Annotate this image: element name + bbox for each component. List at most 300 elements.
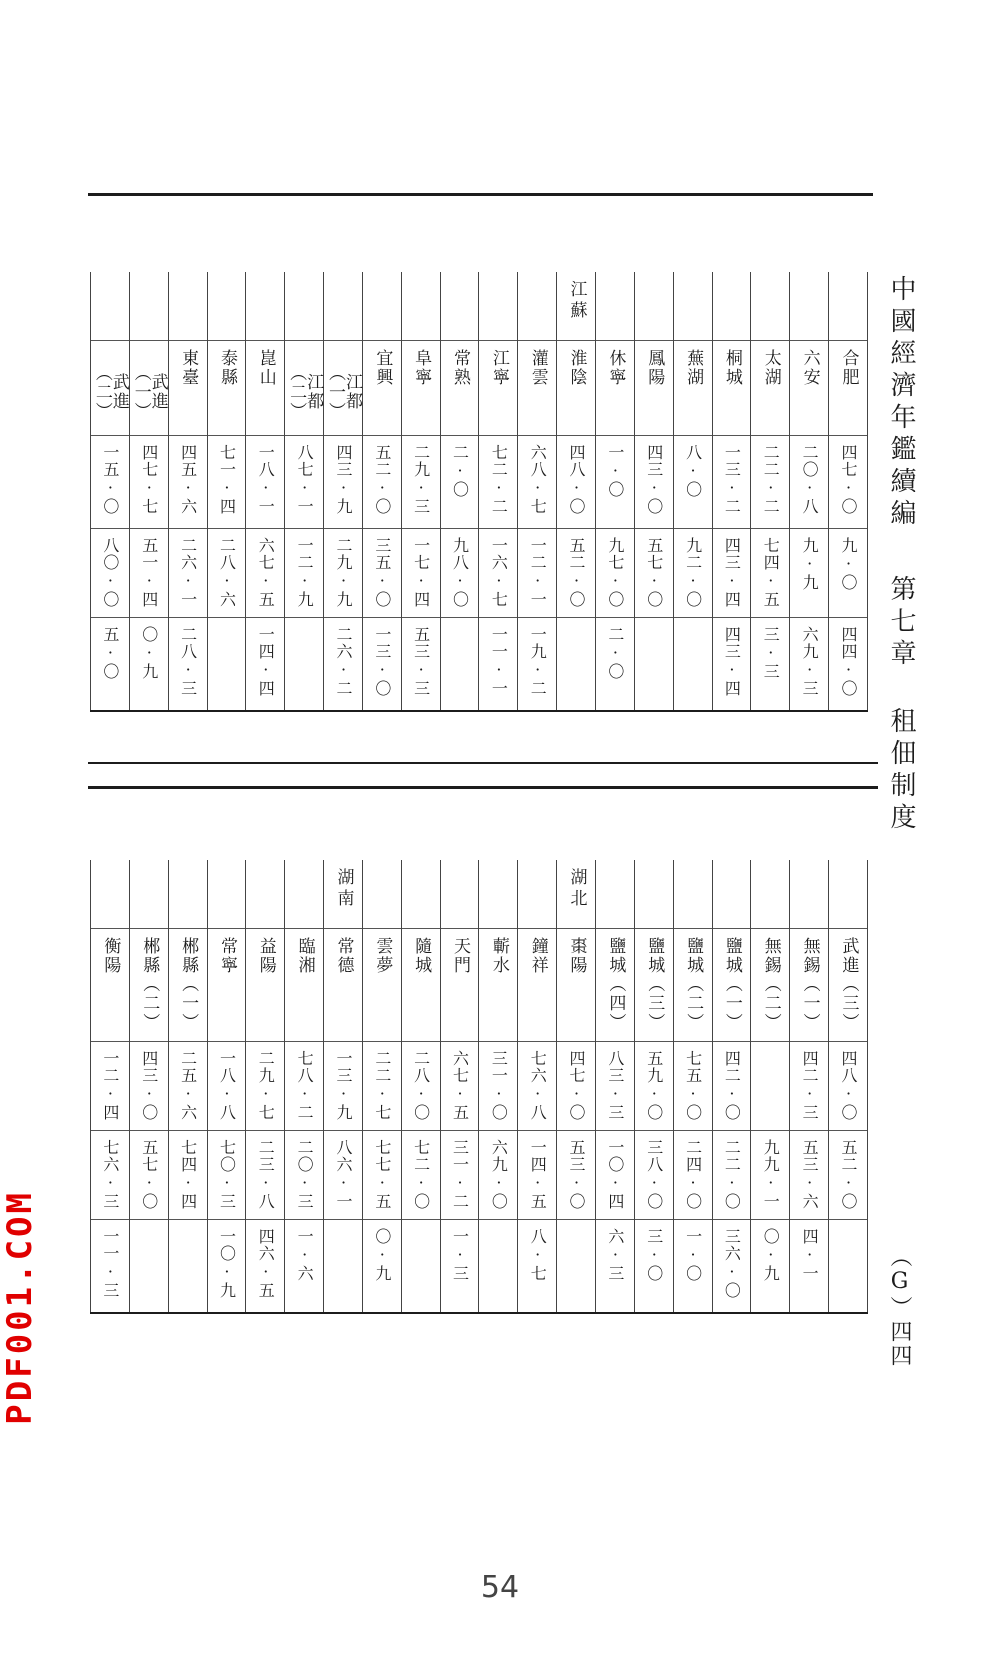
county-cell-text: 常德 <box>333 937 354 975</box>
value-cell <box>829 1042 868 1131</box>
value-cell <box>440 436 479 529</box>
county-cell <box>285 929 324 1042</box>
value-cell <box>518 1131 557 1220</box>
value-cell-text: 九二·〇 <box>683 537 703 608</box>
value-cell <box>207 618 246 712</box>
province-cell <box>91 860 130 929</box>
county-cell-text: 宜興 <box>372 349 393 387</box>
province-cell <box>712 272 751 341</box>
county-cell <box>829 929 868 1042</box>
value-cell-text: 一八·一 <box>256 444 276 515</box>
value-cell <box>285 436 324 529</box>
value-cell <box>440 529 479 618</box>
province-cell <box>129 272 168 341</box>
rent-table-top <box>90 272 868 712</box>
value-cell <box>362 618 401 712</box>
value-cell-text: 七二·二 <box>489 444 509 515</box>
province-cell <box>479 860 518 929</box>
county-cell <box>673 341 712 436</box>
value-cell <box>246 1220 285 1314</box>
value-cell <box>246 436 285 529</box>
value-cell <box>401 436 440 529</box>
county-cell <box>207 929 246 1042</box>
value-cell <box>401 1042 440 1131</box>
value-cell-text: 一·〇 <box>605 444 625 498</box>
value-cell-text: 七一·四 <box>217 444 237 515</box>
value-cell <box>634 1042 673 1131</box>
value-cell <box>440 1220 479 1314</box>
county-cell-text: 益陽 <box>255 937 276 975</box>
value-cell-text: 四二·三 <box>800 1050 820 1121</box>
county-cell-text: 武進（一） <box>130 363 168 421</box>
value-cell-text: 八·七 <box>528 1228 548 1282</box>
value-cell <box>362 1220 401 1314</box>
value-cell <box>362 1131 401 1220</box>
county-cell-text: 鳳陽 <box>644 349 665 387</box>
province-cell-text: 湖北 <box>566 868 587 910</box>
value-cell <box>479 1042 518 1131</box>
value-cell <box>712 618 751 712</box>
value-cell-text: 六七·五 <box>450 1050 470 1121</box>
value-cell <box>362 529 401 618</box>
value-cell <box>790 529 829 618</box>
value-cell <box>829 1220 868 1314</box>
county-cell <box>324 341 363 436</box>
value-cell-text: 七五·〇 <box>683 1050 703 1121</box>
value-cell-text: 九八·〇 <box>450 537 470 608</box>
county-cell-text: 隨城 <box>411 937 432 975</box>
value-cell <box>129 1131 168 1220</box>
value-cell <box>324 436 363 529</box>
province-cell <box>518 860 557 929</box>
value-cell <box>595 1220 634 1314</box>
county-cell <box>634 341 673 436</box>
value-cell <box>91 618 130 712</box>
value-cell-text: 四·一 <box>800 1228 820 1282</box>
county-cell-text: 合肥 <box>838 349 859 387</box>
value-cell <box>207 1131 246 1220</box>
value-cell-text: 二八·〇 <box>411 1050 431 1121</box>
county-cell-text: 江寧 <box>488 349 509 387</box>
value-cell-text: 一二·四 <box>100 1050 120 1121</box>
value-cell-text: 二四·〇 <box>683 1139 703 1210</box>
value-cell <box>712 1220 751 1314</box>
province-cell <box>324 272 363 341</box>
county-cell-text: 鹽城（四） <box>605 937 626 1032</box>
value-cell <box>673 436 712 529</box>
chapter-title: 第七章 租佃制度 <box>886 575 916 835</box>
value-cell-text: 七二·〇 <box>411 1139 431 1210</box>
county-cell-text: 阜寧 <box>411 349 432 387</box>
value-cell-text: 二九·七 <box>256 1050 276 1121</box>
county-cell <box>246 929 285 1042</box>
county-cell <box>129 929 168 1042</box>
county-cell-text: 常熟 <box>450 349 471 387</box>
value-cell <box>168 436 207 529</box>
value-cell-text: 一三·二 <box>722 444 742 515</box>
county-cell-text: 鹽城（一） <box>721 937 742 1032</box>
county-cell <box>712 929 751 1042</box>
value-cell <box>790 436 829 529</box>
value-cell <box>557 1131 596 1220</box>
value-cell <box>790 1131 829 1220</box>
value-cell <box>324 618 363 712</box>
value-cell <box>673 1131 712 1220</box>
county-cell <box>790 341 829 436</box>
county-cell <box>362 341 401 436</box>
county-cell <box>168 929 207 1042</box>
province-cell <box>401 860 440 929</box>
value-cell-text: 一七·四 <box>411 537 431 608</box>
county-cell-text: 武進（二） <box>91 363 129 421</box>
value-cell-text: 七七·五 <box>372 1139 392 1210</box>
value-cell <box>673 618 712 712</box>
value-cell <box>518 618 557 712</box>
value-cell <box>595 618 634 712</box>
value-cell-text: 四三·九 <box>333 444 353 515</box>
value-cell-text: 一五·〇 <box>100 444 120 515</box>
value-cell <box>401 618 440 712</box>
value-cell <box>207 436 246 529</box>
value-cell <box>595 529 634 618</box>
mid-rule-2 <box>88 786 878 789</box>
province-cell <box>129 860 168 929</box>
value-cell <box>634 1131 673 1220</box>
value-cell <box>246 1042 285 1131</box>
value-cell-text: 二·〇 <box>450 444 470 498</box>
province-cell <box>246 860 285 929</box>
value-cell <box>673 1042 712 1131</box>
county-cell-text: 無錫（二） <box>760 937 781 1032</box>
value-cell <box>518 1220 557 1314</box>
value-cell <box>129 1042 168 1131</box>
value-cell-text: 二五·六 <box>178 1050 198 1121</box>
value-cell-text: 三八·〇 <box>644 1139 664 1210</box>
value-cell <box>362 436 401 529</box>
province-cell <box>790 272 829 341</box>
value-cell <box>557 1220 596 1314</box>
value-cell <box>790 1042 829 1131</box>
province-cell <box>712 860 751 929</box>
province-cell <box>673 272 712 341</box>
value-cell-text: 七八·二 <box>295 1050 315 1121</box>
value-cell <box>712 529 751 618</box>
province-cell <box>557 272 596 341</box>
value-cell-text: 一三·〇 <box>372 626 392 697</box>
value-cell <box>634 618 673 712</box>
value-cell <box>595 1042 634 1131</box>
county-cell <box>285 341 324 436</box>
province-cell <box>362 272 401 341</box>
county-cell <box>479 341 518 436</box>
value-cell <box>129 529 168 618</box>
county-cell-text: 蘄水 <box>488 937 509 975</box>
value-cell-text: 四七·〇 <box>567 1050 587 1121</box>
value-cell <box>518 1042 557 1131</box>
county-cell <box>557 341 596 436</box>
value-cell <box>168 529 207 618</box>
value-cell-text: 八三·三 <box>605 1050 625 1121</box>
value-cell <box>673 1220 712 1314</box>
county-cell <box>362 929 401 1042</box>
province-cell <box>751 860 790 929</box>
value-cell-text: 七六·八 <box>528 1050 548 1121</box>
county-cell-text: 灌雲 <box>527 349 548 387</box>
county-cell-text: 棗陽 <box>566 937 587 975</box>
county-cell-text: 休寧 <box>605 349 626 387</box>
value-cell-text: 〇·九 <box>139 626 159 680</box>
value-cell-text: 一·三 <box>450 1228 470 1282</box>
value-cell <box>168 1131 207 1220</box>
province-cell <box>401 272 440 341</box>
county-cell-text: 淮陰 <box>566 349 587 387</box>
value-cell <box>790 1220 829 1314</box>
county-cell <box>401 929 440 1042</box>
value-cell <box>91 436 130 529</box>
value-cell <box>557 1042 596 1131</box>
province-cell <box>362 860 401 929</box>
county-cell <box>518 341 557 436</box>
value-cell-text: 一·六 <box>295 1228 315 1282</box>
county-cell <box>479 929 518 1042</box>
value-cell-text: 一八·八 <box>217 1050 237 1121</box>
county-cell <box>712 341 751 436</box>
value-cell-text: 九七·〇 <box>605 537 625 608</box>
province-cell-text: 江蘇 <box>566 280 587 322</box>
county-cell <box>440 929 479 1042</box>
value-cell <box>751 1131 790 1220</box>
county-cell-text: 桐城 <box>721 349 742 387</box>
value-cell-text: 二二·七 <box>372 1050 392 1121</box>
value-cell-text: 五二·〇 <box>372 444 392 515</box>
value-cell <box>401 1131 440 1220</box>
value-cell <box>91 1220 130 1314</box>
value-cell <box>285 1131 324 1220</box>
value-cell-text: 四三·〇 <box>139 1050 159 1121</box>
value-cell <box>440 618 479 712</box>
value-cell-text: 四三·〇 <box>644 444 664 515</box>
value-cell-text: 一·〇 <box>683 1228 703 1282</box>
county-cell <box>634 929 673 1042</box>
value-cell-text: 六·三 <box>605 1228 625 1282</box>
value-cell <box>440 1042 479 1131</box>
county-cell <box>168 341 207 436</box>
top-rule <box>88 193 873 196</box>
page-code: （G）四四 <box>887 1245 912 1368</box>
value-cell-text: 二三·八 <box>256 1139 276 1210</box>
value-cell-text: 二〇·三 <box>295 1139 315 1210</box>
value-cell-text: 三一·二 <box>450 1139 470 1210</box>
value-cell <box>207 1220 246 1314</box>
value-cell-text: 七六·三 <box>100 1139 120 1210</box>
value-cell <box>168 618 207 712</box>
province-cell <box>634 272 673 341</box>
value-cell <box>440 1131 479 1220</box>
county-cell-text: 鐘祥 <box>527 937 548 975</box>
value-cell <box>634 529 673 618</box>
value-cell <box>790 618 829 712</box>
value-cell-text: 四七·七 <box>139 444 159 515</box>
county-cell-text: 衡陽 <box>100 937 121 975</box>
county-cell-text: 郴縣（二） <box>139 937 160 1032</box>
county-cell <box>207 341 246 436</box>
value-cell <box>207 529 246 618</box>
value-cell-text: 八〇·〇 <box>100 537 120 608</box>
value-cell-text: 七〇·三 <box>217 1139 237 1210</box>
county-cell-text: 郴縣（一） <box>178 937 199 1032</box>
province-cell-text: 湖南 <box>333 868 354 910</box>
county-cell <box>246 341 285 436</box>
county-cell <box>751 341 790 436</box>
province-cell <box>751 272 790 341</box>
value-cell-text: 五三·三 <box>411 626 431 697</box>
value-cell <box>479 1131 518 1220</box>
value-cell <box>634 436 673 529</box>
county-cell <box>751 929 790 1042</box>
county-cell <box>790 929 829 1042</box>
value-cell-text: 七四·五 <box>761 537 781 608</box>
county-cell-text: 常寧 <box>216 937 237 975</box>
value-cell-text: 五二·〇 <box>839 1139 859 1210</box>
province-cell <box>285 272 324 341</box>
value-cell-text: 五三·〇 <box>567 1139 587 1210</box>
value-cell-text: 八六·一 <box>333 1139 353 1210</box>
value-cell-text: 九·九 <box>800 537 820 591</box>
value-cell <box>129 618 168 712</box>
value-cell-text: 一二·一 <box>528 537 548 608</box>
value-cell <box>829 1131 868 1220</box>
value-cell-text: 六八·七 <box>528 444 548 515</box>
province-cell <box>479 272 518 341</box>
county-cell <box>401 341 440 436</box>
county-cell <box>440 341 479 436</box>
value-cell <box>401 529 440 618</box>
value-cell <box>401 1220 440 1314</box>
value-cell <box>362 1042 401 1131</box>
value-cell <box>324 1042 363 1131</box>
value-cell <box>595 1131 634 1220</box>
province-cell <box>557 860 596 929</box>
value-cell-text: 一三·九 <box>333 1050 353 1121</box>
value-cell <box>129 1220 168 1314</box>
province-cell <box>324 860 363 929</box>
value-cell <box>168 1220 207 1314</box>
value-cell-text: 五九·〇 <box>644 1050 664 1121</box>
county-cell-text: 江都（二） <box>286 363 324 421</box>
value-cell-text: 一一·三 <box>100 1228 120 1299</box>
value-cell <box>557 436 596 529</box>
value-cell-text: 四八·〇 <box>839 1050 859 1121</box>
value-cell-text: 三五·〇 <box>372 537 392 608</box>
value-cell <box>479 618 518 712</box>
value-cell-text: 一六·七 <box>489 537 509 608</box>
value-cell-text: 三六·〇 <box>722 1228 742 1299</box>
value-cell-text: 六九·〇 <box>489 1139 509 1210</box>
watermark-logo: PDF001.COM <box>0 1190 40 1425</box>
value-cell <box>712 436 751 529</box>
province-cell <box>829 272 868 341</box>
value-cell <box>751 1220 790 1314</box>
value-cell-text: 二二·二 <box>761 444 781 515</box>
value-cell <box>518 529 557 618</box>
value-cell-text: 八七·一 <box>295 444 315 515</box>
value-cell-text: 一二·九 <box>295 537 315 608</box>
value-cell-text: 四六·五 <box>256 1228 276 1299</box>
county-cell-text: 蕪湖 <box>683 349 704 387</box>
value-cell <box>285 529 324 618</box>
county-cell <box>518 929 557 1042</box>
value-cell-text: 五一·四 <box>139 537 159 608</box>
value-cell <box>518 436 557 529</box>
value-cell-text: 一〇·四 <box>605 1139 625 1210</box>
value-cell-text: 三·〇 <box>644 1228 664 1282</box>
value-cell-text: 四二·〇 <box>722 1050 742 1121</box>
value-cell <box>712 1042 751 1131</box>
county-cell-text: 江都（一） <box>324 363 362 421</box>
value-cell-text: 四三·四 <box>722 626 742 697</box>
county-cell <box>557 929 596 1042</box>
value-cell-text: 七四·四 <box>178 1139 198 1210</box>
county-cell <box>595 929 634 1042</box>
value-cell-text: 三一·〇 <box>489 1050 509 1121</box>
county-cell-text: 鹽城（三） <box>644 937 665 1032</box>
value-cell <box>557 618 596 712</box>
value-cell <box>91 1042 130 1131</box>
province-cell <box>91 272 130 341</box>
value-cell-text: 三·三 <box>761 626 781 680</box>
value-cell-text: 六七·五 <box>256 537 276 608</box>
county-cell <box>829 341 868 436</box>
value-cell-text: 二六·二 <box>333 626 353 697</box>
county-cell-text: 太湖 <box>760 349 781 387</box>
value-cell-text: 五七·〇 <box>139 1139 159 1210</box>
value-cell <box>285 618 324 712</box>
province-cell <box>829 860 868 929</box>
value-cell <box>829 436 868 529</box>
province-cell <box>595 860 634 929</box>
value-cell <box>751 1042 790 1131</box>
county-cell <box>91 341 130 436</box>
value-cell <box>324 1131 363 1220</box>
rent-table-bottom <box>90 860 868 1314</box>
value-cell-text: 二九·三 <box>411 444 431 515</box>
value-cell-text: 六九·三 <box>800 626 820 697</box>
value-cell-text: 〇·九 <box>372 1228 392 1282</box>
county-cell <box>91 929 130 1042</box>
value-cell <box>285 1220 324 1314</box>
value-cell <box>246 1131 285 1220</box>
value-cell <box>285 1042 324 1131</box>
province-cell <box>207 860 246 929</box>
county-cell-text: 鹽城（二） <box>683 937 704 1032</box>
value-cell <box>751 618 790 712</box>
province-cell <box>207 272 246 341</box>
value-cell-text: 一〇·九 <box>217 1228 237 1299</box>
province-cell <box>440 860 479 929</box>
county-cell-text: 武進（三） <box>838 937 859 1032</box>
value-cell-text: 四五·六 <box>178 444 198 515</box>
province-cell <box>790 860 829 929</box>
value-cell <box>673 529 712 618</box>
book-title: 中國經濟年鑑續編 <box>886 275 916 531</box>
county-cell-text: 六安 <box>799 349 820 387</box>
value-cell-text: 四八·〇 <box>567 444 587 515</box>
value-cell-text: 一一·一 <box>489 626 509 697</box>
value-cell <box>712 1131 751 1220</box>
value-cell <box>246 618 285 712</box>
value-cell-text: 二八·三 <box>178 626 198 697</box>
value-cell <box>751 436 790 529</box>
